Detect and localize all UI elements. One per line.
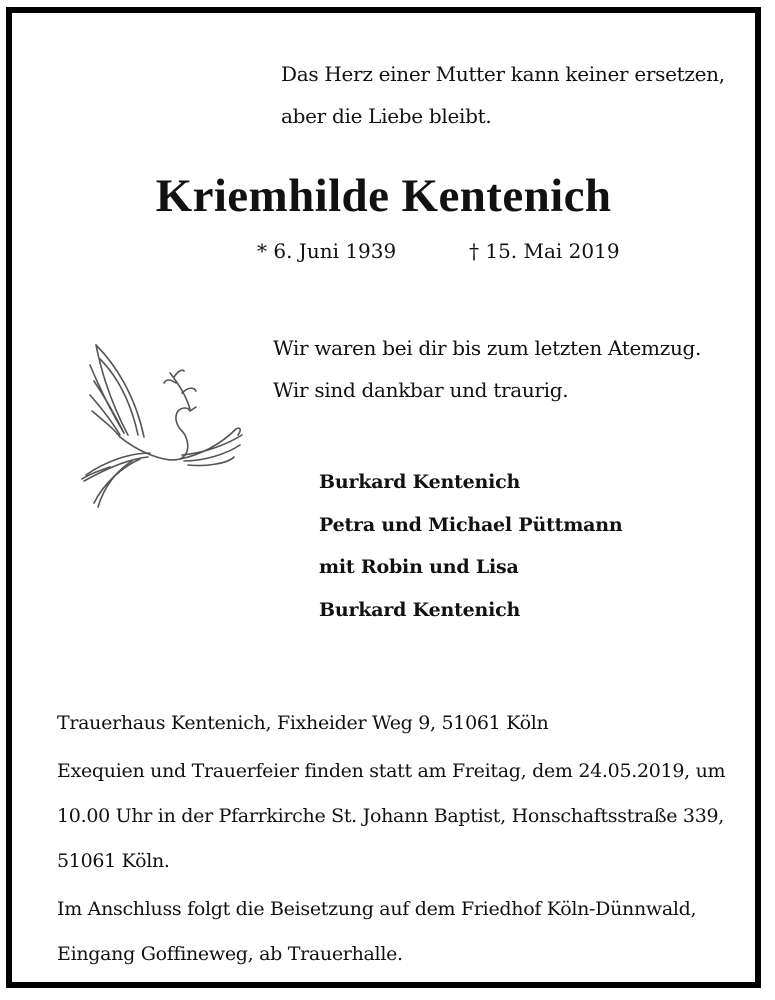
- family-member: mit Robin und Lisa: [319, 556, 519, 578]
- obituary-notice: [6, 7, 761, 988]
- motto-line: Das Herz einer Mutter kann keiner ersetzen,: [281, 62, 725, 86]
- dove-icon: [70, 337, 250, 517]
- farewell-line: Wir waren bei dir bis zum letzten Atemzug.: [273, 336, 702, 360]
- mourning-address: Trauerhaus Kentenich, Fixheider Weg 9, 51061 Köln: [57, 712, 549, 734]
- service-line: 10.00 Uhr in der Pfarrkirche St. Johann Baptist, Honschaftsstraße 339,: [57, 805, 725, 827]
- family-member: Burkard Kentenich: [319, 471, 521, 493]
- motto: [281, 53, 725, 137]
- family-member: Burkard Kentenich: [319, 598, 521, 621]
- farewell-text: [273, 327, 701, 411]
- farewell-line: Wir sind dankbar und traurig.: [273, 378, 569, 402]
- birth-date: * 6. Juni 1939: [257, 239, 397, 263]
- funeral-info: [57, 701, 737, 977]
- deceased-name: Kriemhilde Kentenich: [155, 170, 612, 222]
- family-member: Petra und Michael Püttmann: [319, 513, 623, 536]
- family-list: [319, 461, 622, 631]
- service-line: 51061 Köln.: [57, 850, 170, 872]
- motto-line: aber die Liebe bleibt.: [281, 104, 492, 128]
- service-line: Exequien und Trauerfeier finden statt am Freitag, dem 24.05.2019, um: [57, 760, 726, 782]
- burial-line: Eingang Goffineweg, ab Trauerhalle.: [57, 943, 403, 965]
- death-date: † 15. Mai 2019: [469, 239, 620, 263]
- burial-line: Im Anschluss folgt die Beisetzung auf dem Friedhof Köln-Dünnwald,: [57, 898, 697, 920]
